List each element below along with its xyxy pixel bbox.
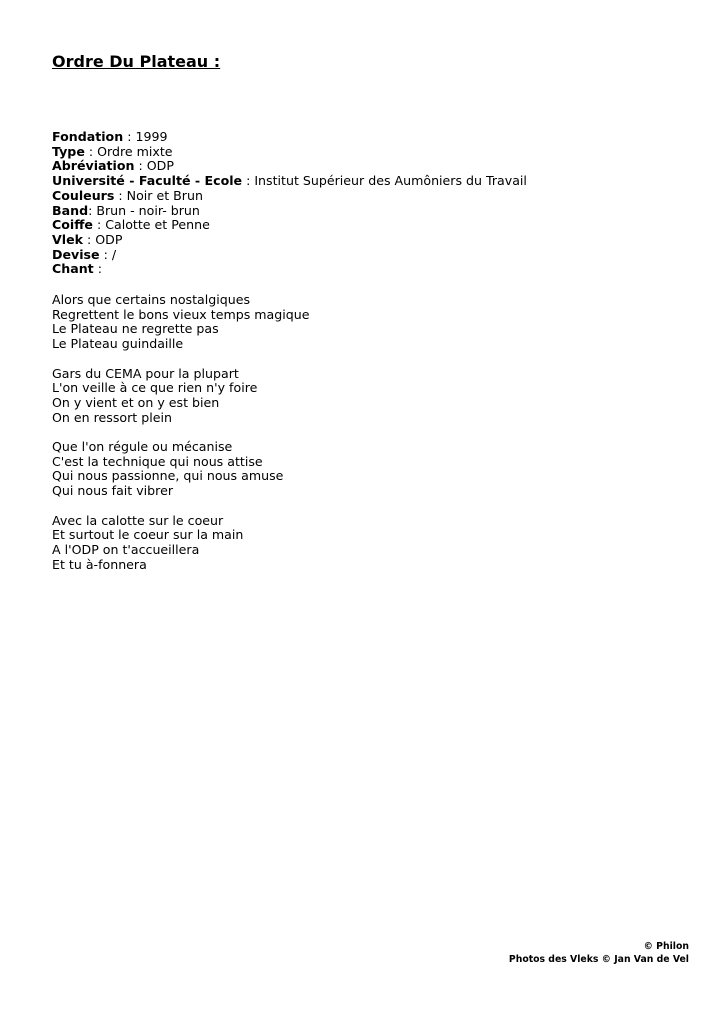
lyric-line: Regrettent le bons vieux temps magique — [52, 306, 310, 322]
lyric-line: On en ressort plein — [52, 409, 172, 425]
info-value: Brun - noir- brun — [96, 202, 200, 218]
info-separator: : — [242, 173, 255, 189]
lyric-line: Le Plateau guindaille — [52, 336, 184, 352]
info-item-type — [52, 145, 527, 160]
photo-credits: Photos des Vleks © Jan Van de Vel — [508, 954, 689, 965]
info-separator: : — [99, 246, 112, 262]
stanza — [52, 293, 309, 352]
lyric-line: Qui nous passionne, qui nous amuse — [52, 468, 284, 484]
info-value: ODP — [146, 158, 174, 174]
lyric-line: Que l'on régule ou mécanise — [52, 439, 233, 454]
lyric-line: Le Plateau ne regrette pas — [52, 321, 219, 337]
info-item-chant — [52, 262, 527, 277]
lyric-line: Gars du CEMA pour la plupart — [52, 365, 239, 381]
info-value: / — [111, 246, 117, 262]
info-label: Type — [52, 143, 85, 159]
stanza — [52, 440, 309, 499]
info-label: Couleurs — [52, 187, 115, 203]
info-separator: : — [93, 261, 102, 277]
info-value: Noir et Brun — [126, 187, 203, 203]
info-separator: : — [88, 202, 97, 218]
stanza — [52, 514, 309, 573]
lyric-line: Et tu à-fonnera — [52, 556, 147, 572]
footer-credits — [509, 940, 689, 966]
lyric-line: On y vient et on y est bien — [52, 394, 220, 410]
info-value: Calotte et Penne — [105, 217, 210, 233]
lyric-line: A l'ODP on t'accueillera — [52, 541, 200, 557]
page-title: Ordre Du Plateau : — [52, 52, 221, 71]
info-separator: : — [114, 187, 127, 203]
info-label: Coiffe — [52, 217, 93, 233]
info-item-abreviation — [52, 159, 527, 174]
stanza — [52, 367, 309, 426]
info-label: Band — [52, 202, 89, 218]
copyright-author: © Philon — [643, 941, 689, 952]
info-separator: : — [92, 217, 106, 233]
info-list — [52, 130, 527, 277]
info-value: ODP — [95, 231, 123, 247]
info-label: Devise — [52, 246, 100, 262]
lyric-line: C'est la technique qui nous attise — [52, 453, 263, 469]
info-value: 1999 — [135, 129, 168, 144]
info-value: Institut Supérieur des Aumôniers du Travail — [254, 173, 527, 189]
info-separator: : — [134, 158, 147, 174]
info-label: Université - Faculté - Ecole — [52, 173, 243, 189]
info-label: Vlek — [52, 231, 83, 247]
song-lyrics — [52, 293, 309, 587]
info-item-devise — [52, 248, 527, 263]
lyric-line: Et surtout le coeur sur la main — [52, 527, 244, 543]
info-label: Fondation — [52, 129, 124, 144]
info-item-universite — [52, 174, 527, 189]
info-separator: : — [123, 129, 136, 144]
lyric-line: Alors que certains nostalgiques — [52, 292, 251, 307]
info-item-band — [52, 204, 527, 219]
lyric-line: L'on veille à ce que rien n'y foire — [52, 380, 258, 396]
info-separator: : — [82, 231, 96, 247]
lyric-line: Qui nous fait vibrer — [52, 483, 173, 499]
info-label: Chant — [52, 261, 94, 277]
info-separator: : — [84, 143, 98, 159]
info-value: Ordre mixte — [97, 143, 173, 159]
info-item-coiffe — [52, 218, 527, 233]
info-label: Abréviation — [52, 158, 135, 174]
info-item-fondation — [52, 130, 527, 145]
lyric-line: Avec la calotte sur le coeur — [52, 512, 224, 528]
info-item-vlek — [52, 233, 527, 248]
info-item-couleurs — [52, 189, 527, 204]
